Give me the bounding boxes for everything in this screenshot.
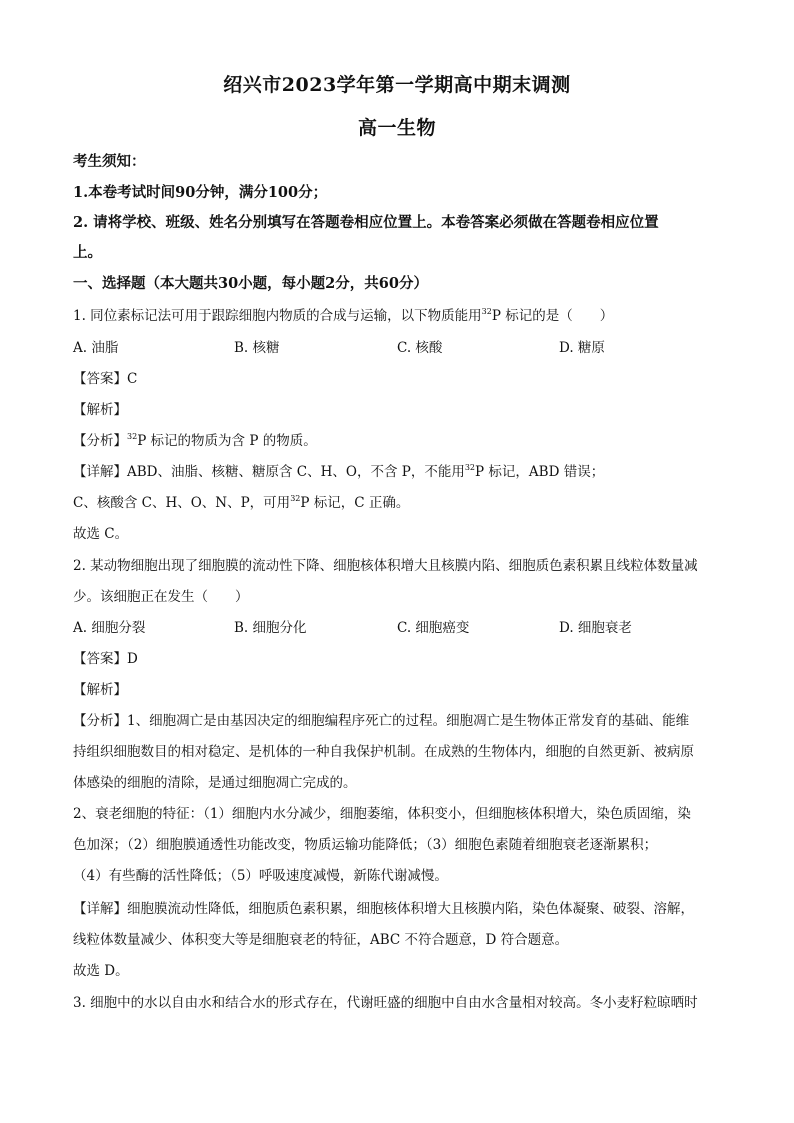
question-2-fenxi-line-5: 色加深；（2）细胞膜通透性功能改变，物质运输功能降低；（3）细胞色素随着细胞衰老逐渐累积； — [73, 837, 658, 853]
question-1-option-c: C. 核酸 — [397, 340, 443, 356]
isotope-mass-number: 32 — [127, 432, 138, 441]
question-2-analysis-label: 【解析】 — [73, 682, 127, 698]
question-1-conclusion: 故选 C。 — [73, 526, 129, 542]
xiangjie-pre: 【详解】ABD、油脂、核糖、糖原含 C、H、O，不含 P，不能用 — [73, 464, 465, 480]
question-1-analysis-label: 【解析】 — [73, 402, 127, 418]
question-2-stem-line-2: 少。该细胞正在发生（ ） — [73, 589, 249, 605]
question-2-fenxi-line-3: 体感染的细胞的清除，是通过细胞凋亡完成的。 — [73, 775, 357, 791]
notice-item-2-line-1: 2. 请将学校、班级、姓名分别填写在答题卷相应位置上。本卷答案必须做在答题卷相应位置 — [73, 214, 659, 231]
question-2-option-c: C. 细胞癌变 — [397, 620, 470, 636]
isotope-mass-number: 32 — [290, 494, 301, 503]
question-2-xiangjie-line-1: 【详解】细胞膜流动性降低，细胞质色素积累，细胞核体积增大且核膜内陷，染色体凝聚、破裂、溶解， — [73, 901, 694, 917]
question-2-conclusion: 故选 D。 — [73, 963, 129, 979]
line2-pre: C、核酸含 C、H、O、N、P，可用 — [73, 495, 291, 511]
document-title: 绍兴市2023学年第一学期高中期末调测 — [223, 74, 571, 96]
question-2-option-a: A. 细胞分裂 — [73, 620, 146, 636]
question-2-fenxi-line-6: （4）有些酶的活性降低；（5）呼吸速度减慢，新陈代谢减慢。 — [73, 868, 448, 884]
question-2-fenxi-line-4: 2、衰老细胞的特征：（1）细胞内水分减少，细胞萎缩，体积变小，但细胞核体积增大，染色质固缩，染 — [73, 806, 691, 822]
notice-heading: 考生须知： — [73, 153, 146, 170]
isotope-mass-number: 32 — [481, 307, 492, 316]
question-2-option-d: D. 细胞衰老 — [559, 620, 632, 636]
notice-item-2-line-2: 上。 — [73, 244, 102, 261]
question-2-fenxi-line-2: 持组织细胞数目的相对稳定、是机体的一种自我保护机制。在成熟的生物体内，细胞的自然更新、被病原 — [73, 744, 694, 760]
question-2-answer: 【答案】D — [73, 651, 138, 667]
question-1-stem-post: P 标记的是（ ） — [491, 308, 614, 324]
question-1-option-d: D. 糖原 — [559, 340, 605, 356]
question-2-fenxi-line-1: 【分析】1、细胞凋亡是由基因决定的细胞编程序死亡的过程。细胞凋亡是生物体正常发育的基础、能维 — [73, 713, 690, 729]
question-1-stem-pre: 1. 同位素标记法可用于跟踪细胞内物质的合成与运输，以下物质能用 — [73, 308, 482, 324]
fenxi-post: P 标记的物质为含 P 的物质。 — [137, 433, 317, 449]
document-subtitle: 高一生物 — [357, 117, 436, 139]
question-2-stem-line-1: 2. 某动物细胞出现了细胞膜的流动性下降、细胞核体积增大且核膜内陷、细胞质色素积累且线粒体数量减 — [73, 558, 698, 574]
notice-item-1: 1.本卷考试时间90分钟，满分100分； — [73, 184, 328, 201]
xiangjie-post: P 标记，ABD 错误； — [475, 464, 605, 480]
question-1-xiangjie-line-2 — [73, 493, 723, 513]
section-heading: 一、选择题（本大题共30小题，每小题2分，共60分） — [73, 275, 428, 292]
question-1-stem — [73, 306, 723, 326]
fenxi-pre: 【分析】 — [73, 433, 127, 449]
question-1-option-a: A. 油脂 — [73, 340, 119, 356]
question-1-answer: 【答案】C — [73, 371, 138, 387]
question-1-xiangjie — [73, 462, 723, 482]
question-1-option-b: B. 核糖 — [234, 340, 280, 356]
question-2-xiangjie-line-2: 线粒体数量减少、体积变大等是细胞衰老的特征，ABC 不符合题意，D 符合题意。 — [73, 932, 569, 948]
line2-post: P 标记，C 正确。 — [300, 495, 410, 511]
question-2-option-b: B. 细胞分化 — [234, 620, 307, 636]
question-1-fenxi — [73, 431, 723, 451]
question-3-stem-line-1: 3. 细胞中的水以自由水和结合水的形式存在，代谢旺盛的细胞中自由水含量相对较高。冬小麦籽粒晾晒时 — [73, 995, 698, 1011]
isotope-mass-number: 32 — [464, 463, 476, 472]
